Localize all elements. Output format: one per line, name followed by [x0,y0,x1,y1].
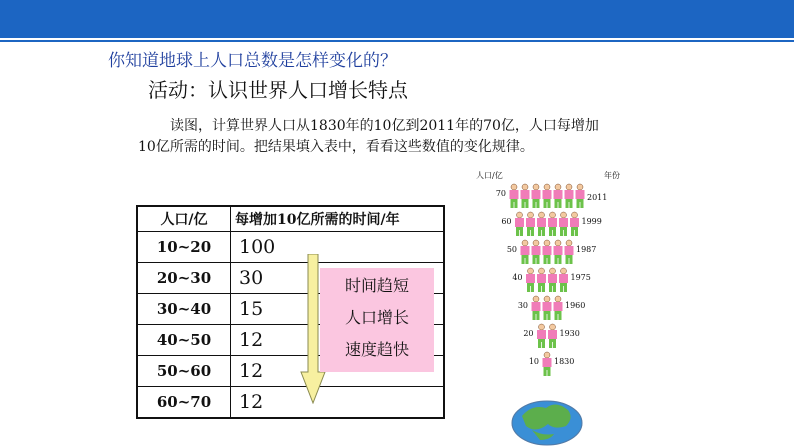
pyramid-population-label: 50 [506,245,517,254]
pyramid-population-label: 10 [528,357,539,366]
person-icon [537,212,546,236]
person-icon [554,296,563,320]
trend-line: 人口增长 [344,308,409,327]
years-value: 100 [231,232,445,263]
person-icon [532,240,541,264]
pyramid-year-label: 1987 [576,245,597,254]
person-icon [521,184,530,208]
pyramid-year-label: 1999 [581,217,602,226]
person-icon [521,240,530,264]
person-icon [559,268,568,292]
person-icon [548,324,557,348]
trend-line: 时间趋短 [344,276,409,295]
question-heading: 你知道地球上人口总数是怎样变化的？ [108,51,397,71]
person-icon [537,324,546,348]
header-divider [0,40,794,42]
person-icon [543,184,552,208]
population-range: 50~60 [137,356,231,387]
population-range: 40~50 [137,325,231,356]
header-years: 每增加10亿所需的时间/年 [231,206,445,232]
table-row [137,387,444,419]
person-icon [543,352,552,376]
person-icon [559,212,568,236]
pyramid-population-label: 30 [517,301,528,310]
pyramid-year-label: 2011 [587,193,608,202]
person-icon [570,212,579,236]
instructions-line-1: 读图，计算世界人口从1830年的10亿到2011年的70亿，人口每增加 [170,118,599,134]
person-icon [548,268,557,292]
trend-line: 速度趋快 [344,340,409,359]
person-icon [532,184,541,208]
table-row [137,232,444,263]
years-value: 12 [231,325,445,356]
person-icon [543,296,552,320]
person-icon [554,184,563,208]
population-range: 30~40 [137,294,231,325]
years-value: 30 [231,263,445,294]
pyramid-population-label: 20 [523,329,534,338]
person-icon [510,184,519,208]
pyramid-y-label: 人口/亿 [476,171,503,180]
pyramid-year-label: 1930 [559,329,580,338]
years-value: 12 [231,356,445,387]
pyramid-year-label: 1975 [570,273,591,282]
person-icon [537,268,546,292]
person-icon [554,240,563,264]
person-icon [526,212,535,236]
years-value: 12 [231,387,445,419]
person-icon [548,212,557,236]
person-icon [515,212,524,236]
person-icon [576,184,585,208]
pyramid-x-label: 年份 [604,171,620,180]
instructions [138,116,618,158]
person-icon [532,296,541,320]
pyramid-population-label: 70 [495,189,506,198]
instructions-line-2: 10亿所需的时间。把结果填入表中，看看这些数值的变化规律。 [138,139,534,155]
activity-title: 活动：认识世界人口增长特点 [148,78,408,102]
population-pyramid [470,168,630,447]
population-range: 10~20 [137,232,231,263]
table-header-row [137,206,444,232]
header-bar [0,0,794,38]
years-value: 15 [231,294,445,325]
person-icon [565,240,574,264]
pyramid-population-label: 40 [512,273,523,282]
person-icon [565,184,574,208]
person-icon [543,240,552,264]
header-population: 人口/亿 [137,206,231,232]
person-icon [526,268,535,292]
pyramid-population-label: 60 [501,217,512,226]
pyramid-year-label: 1960 [565,301,586,310]
pyramid-year-label: 1830 [554,357,575,366]
globe-icon [512,401,582,445]
trend-box [320,268,434,372]
population-range: 60~70 [137,387,231,419]
population-range: 20~30 [137,263,231,294]
